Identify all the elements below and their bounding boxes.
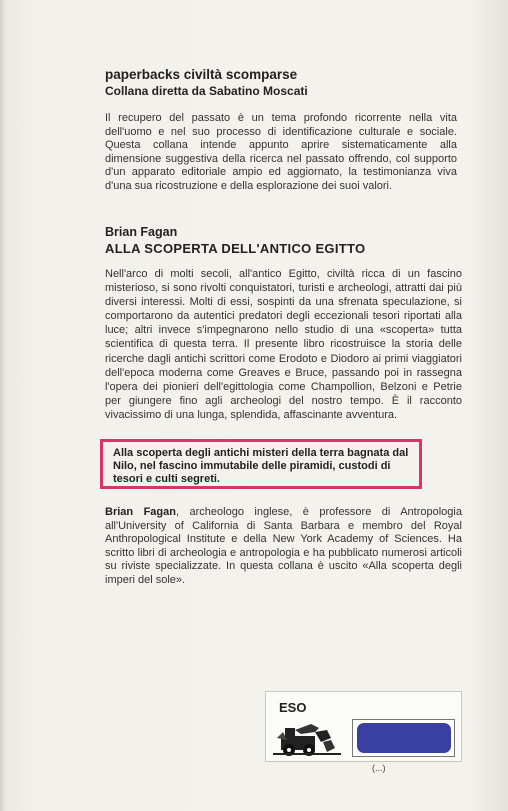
price-box (352, 719, 455, 757)
publisher-label (265, 691, 462, 762)
publisher-name: ESO (279, 700, 307, 715)
price-sticker (357, 723, 451, 753)
book-title: ALLA SCOPERTA DELL'ANTICO EGITTO (105, 241, 366, 256)
bio-author-name: Brian Fagan (105, 506, 176, 518)
series-editor: Collana diretta da Sabatino Moscati (105, 84, 308, 98)
bio-text: , archeologo inglese, è professore di Antropologia all'University of California di Santa Barbara e membro del Royal Anthropological Institute e della New York Academy of Sciences. Ha scritto libri di archeologia e antropologia e ha pubblicato numerosi articoli su riviste specializzate. In questa collana è uscito «Alla scoperta degli imperi del sole». (105, 506, 462, 586)
book-author: Brian Fagan (105, 225, 178, 239)
book-description: Nell'arco di molti secoli, all'antico Egitto, civiltà ricca di un fascino misterioso, si sono rivolti conquistatori, turisti e archeologi, attratti dai più diversi interessi. Molti di essi, sospinti da una sfrenata speculazione, si comportarono da autentici predatori degli eccezionali tesori riportati alla luce; altri invece s'impegnarono nello studio di una «scoperta» tutta scientifica di questa terra. Il presente libro ricostruisce la storia delle ricerche dagli antichi scrittori come Erodoto e Diodoro ai primi viaggiatori dell'epoca moderna come Greaves e Bruce, passando poi in rassegna l'opera dei pionieri dell'egittologia come Champollion, Belzoni e Petrie per giungere fino agli archeologi del nostro tempo. È il racconto vivacissimo di una lunga, splendida, affascinante avventura. (105, 268, 462, 421)
series-description: Il recupero del passato è un tema profondo ricorrente nella vita dell'uomo e nel suo processo di identificazione culturale e sociale. Questa collana intende appunto aprire sistematicamente alla dimensione suggestiva della ricerca nel passato offrendo, col supporto d'un apparato editoriale ampio ed aggiornato, la testimonianza viva d'una sua ricostruzione e della esplorazione dei suoi valori. (105, 112, 457, 192)
author-bio (105, 506, 462, 587)
label-footnote: (...) (372, 763, 386, 773)
series-title: paperbacks civiltà scomparse (105, 67, 298, 82)
highlight-text: Alla scoperta degli antichi misteri della terra bagnata dal Nilo, nel fascino immutabile delle piramidi, custodi di tesori e culti segreti. (113, 447, 409, 485)
printing-press-icon (271, 718, 343, 758)
cover-edge (0, 0, 6, 811)
highlight-box (100, 439, 422, 489)
